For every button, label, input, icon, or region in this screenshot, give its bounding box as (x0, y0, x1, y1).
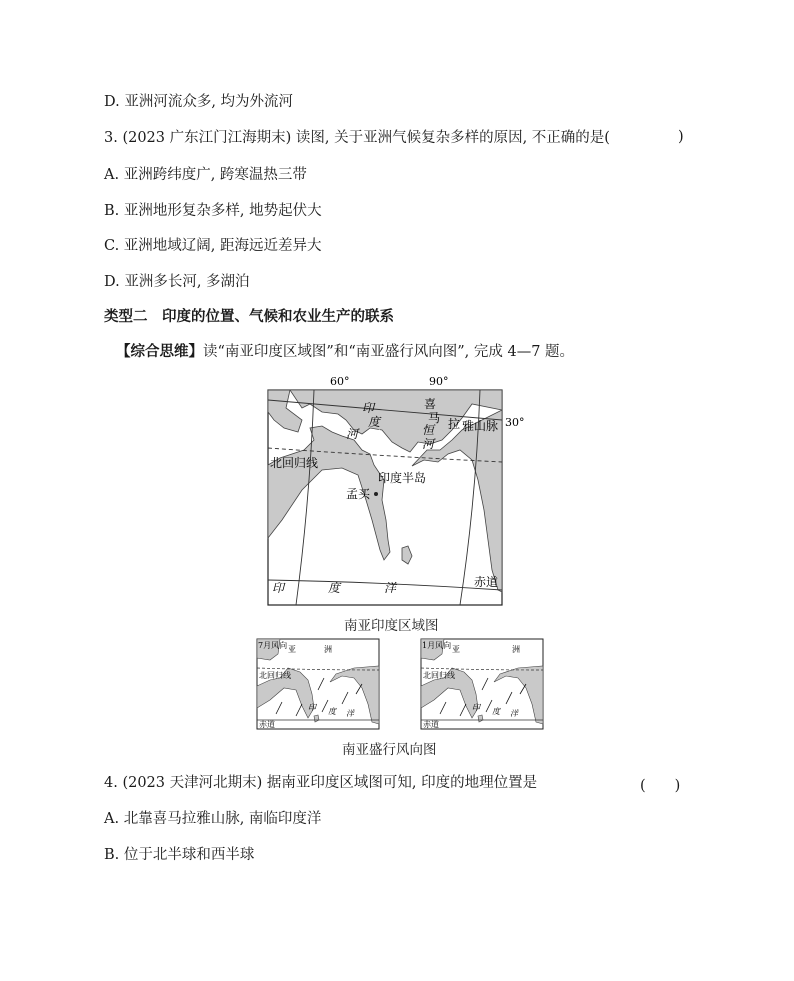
jan-ocean-3: 洋 (510, 709, 518, 718)
indus-char-2: 度 (368, 415, 381, 429)
intro-tag: 【综合思维】 (116, 344, 203, 360)
jan-title: 1月风向 (422, 641, 452, 650)
july-tropic: 北回归线 (259, 671, 291, 680)
question-4-paren: ( ) (640, 778, 681, 794)
question-3-paren-close: ) (678, 129, 684, 145)
question-4-stem: 4. (2023 天津河北期末) 据南亚印度区域图可知, 印度的地理位置是 (104, 775, 538, 791)
july-asia-2: 洲 (324, 645, 332, 654)
jan-tropic: 北回归线 (423, 671, 455, 680)
july-title: 7月风向 (258, 641, 288, 650)
mumbai-label: 孟买 (346, 487, 371, 501)
jan-ocean-1: 印 (472, 703, 480, 712)
q3-option-c: C. 亚洲地域辽阔, 距海远近差异大 (104, 238, 322, 254)
intro-text: 读“南亚印度区域图”和“南亚盛行风向图”, 完成 4—7 题。 (203, 344, 575, 360)
prev-option-d: D. 亚洲河流众多, 均为外流河 (104, 94, 294, 110)
himalaya-char-4: 雅山脉 (462, 419, 499, 433)
jan-asia-2: 洲 (512, 645, 520, 654)
q4-option-b: B. 位于北半球和西半球 (104, 847, 255, 863)
main-map-caption: 南亚印度区域图 (344, 618, 439, 634)
south-asia-india-map (262, 370, 525, 610)
tropic-label: 北回归线 (270, 456, 319, 470)
himalaya-char-3: 拉 (448, 417, 461, 431)
jan-asia-1: 亚 (452, 645, 460, 654)
january-wind-map (420, 638, 544, 730)
mumbai-dot (374, 492, 378, 496)
july-ocean-2: 度 (328, 707, 336, 716)
wind-map-caption: 南亚盛行风向图 (342, 742, 437, 758)
jan-ocean-2: 度 (492, 707, 500, 716)
q4-option-a: A. 北靠喜马拉雅山脉, 南临印度洋 (104, 811, 322, 827)
indus-char-3: 河 (346, 427, 359, 441)
lon-90-label: 90° (429, 375, 449, 388)
equator-label: 赤道 (474, 575, 499, 589)
ocean-char-3: 洋 (384, 581, 397, 595)
question-3-stem: 3. (2023 广东江门江海期末) 读图, 关于亚洲气候复杂多样的原因, 不正确的是( (104, 130, 610, 146)
indus-char-1: 印 (362, 401, 375, 415)
q3-option-d: D. 亚洲多长河, 多湖泊 (104, 274, 250, 290)
section-title: 类型二 印度的位置、气候和农业生产的联系 (104, 309, 394, 325)
lat-30-label: 30° (505, 416, 525, 429)
ocean-char-1: 印 (272, 581, 285, 595)
jan-equator: 赤道 (423, 720, 439, 729)
ocean-char-2: 度 (328, 581, 341, 595)
july-equator: 赤道 (259, 720, 275, 729)
q3-option-a: A. 亚洲跨纬度广, 跨寒温热三带 (104, 167, 307, 183)
ganges-char-2: 河 (422, 437, 435, 451)
q3-option-b: B. 亚洲地形复杂多样, 地势起伏大 (104, 203, 322, 219)
intro-line (116, 343, 574, 361)
july-wind-map (256, 638, 380, 730)
himalaya-char-1: 喜 (424, 397, 437, 411)
july-ocean-1: 印 (308, 703, 316, 712)
ganges-char-1: 恒 (422, 423, 435, 437)
lon-60-label: 60° (330, 375, 350, 388)
himalaya-char-2: 马 (428, 411, 441, 425)
peninsula-label: 印度半岛 (378, 471, 427, 485)
july-ocean-3: 洋 (346, 709, 354, 718)
july-asia-1: 亚 (288, 645, 296, 654)
